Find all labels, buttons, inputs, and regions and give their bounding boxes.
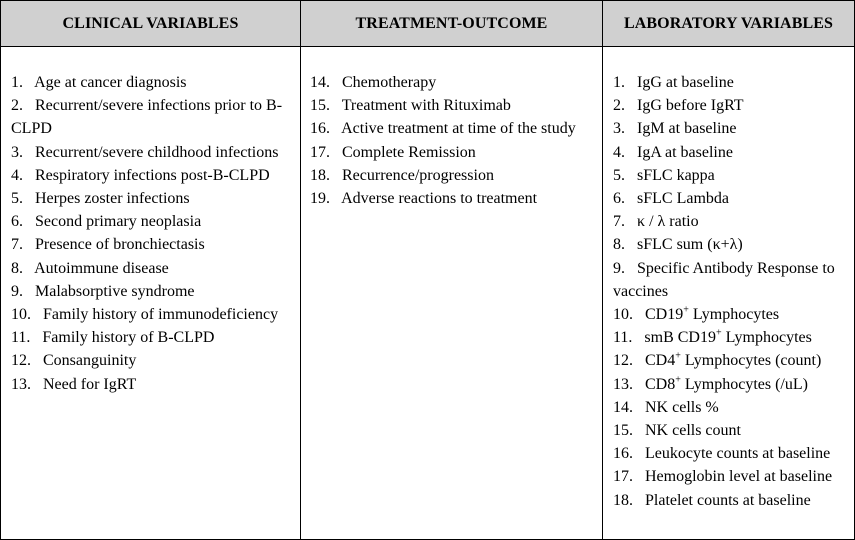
item-number: 14. [613, 398, 633, 416]
item-text: Respiratory infections post-B-CLPD [35, 166, 270, 184]
item-text: Hemoglobin level at baseline [645, 468, 833, 486]
item-number: 9. [613, 259, 625, 277]
laboratory-variables-column [603, 1, 854, 539]
clinical-variables-column [1, 1, 301, 539]
item-text: Second primary neoplasia [35, 213, 202, 231]
item-number: 15. [310, 97, 330, 115]
laboratory-variable-item [613, 187, 850, 210]
treatment-outcome-item [310, 117, 598, 140]
laboratory-variable-item [613, 71, 850, 94]
item-number: 4. [11, 166, 23, 184]
item-text: Need for IgRT [43, 375, 137, 393]
item-number: 3. [613, 120, 625, 138]
item-number: 6. [613, 190, 625, 208]
treatment-outcome-column [301, 1, 603, 539]
item-text: NK cells % [645, 398, 719, 416]
clinical-variable-item [11, 257, 296, 280]
item-number: 7. [613, 213, 625, 231]
item-text: CD4 [645, 352, 676, 370]
item-text: Recurrence/progression [342, 166, 494, 184]
item-number: 1. [613, 74, 625, 91]
item-number: 10. [613, 306, 633, 324]
item-text: Autoimmune disease [34, 259, 169, 277]
item-number: 12. [11, 352, 31, 370]
laboratory-variable-item [613, 396, 850, 419]
clinical-variable-item [11, 71, 296, 94]
laboratory-variable-item [613, 164, 850, 187]
item-number: 12. [613, 352, 633, 370]
clinical-variable-item [11, 141, 296, 164]
laboratory-variable-item [613, 326, 850, 349]
laboratory-variable-item [613, 373, 850, 396]
treatment-outcome-item [310, 187, 598, 210]
item-text: Consanguinity [43, 352, 137, 370]
treatment-outcome-item [310, 164, 598, 187]
laboratory-variable-item [613, 257, 850, 303]
treatment-outcome-list [301, 47, 602, 210]
clinical-variable-item [11, 94, 296, 140]
treatment-outcome-header: TREATMENT-OUTCOME [301, 1, 602, 47]
item-text: Complete Remission [342, 143, 476, 161]
item-text-suffix: Lymphocytes [688, 306, 780, 324]
superscript: + [683, 304, 689, 316]
superscript: + [675, 351, 681, 363]
clinical-variables-list [1, 47, 300, 396]
laboratory-variable-item [613, 233, 850, 256]
clinical-variable-item [11, 326, 296, 349]
item-text: Recurrent/severe infections prior to B-CLPD [11, 97, 283, 138]
laboratory-variable-item [613, 489, 850, 512]
item-text: IgG before IgRT [637, 97, 744, 115]
laboratory-variable-item [613, 94, 850, 117]
clinical-variable-item [11, 280, 296, 303]
item-text: CD8 [645, 375, 676, 393]
item-text: Adverse reactions to treatment [341, 190, 538, 208]
item-number: 2. [11, 97, 23, 115]
item-text: sFLC kappa [637, 166, 715, 184]
item-text: IgG at baseline [637, 74, 734, 91]
item-number: 16. [613, 445, 633, 463]
item-text: Herpes zoster infections [35, 190, 190, 208]
item-text: Specific Antibody Response to vaccines [613, 259, 835, 300]
clinical-variable-item [11, 373, 296, 396]
item-text: κ / λ ratio [637, 213, 699, 231]
item-text: Presence of bronchiectasis [35, 236, 205, 254]
treatment-outcome-item [310, 141, 598, 164]
laboratory-variables-list [603, 47, 854, 512]
item-number: 3. [11, 143, 23, 161]
item-text: sFLC sum (κ+λ) [637, 236, 743, 254]
item-text-suffix: Lymphocytes (count) [680, 352, 822, 370]
item-text: Treatment with Rituximab [341, 97, 511, 115]
item-number: 17. [613, 468, 633, 486]
item-number: 14. [310, 74, 330, 91]
clinical-variable-item [11, 164, 296, 187]
item-number: 4. [613, 143, 625, 161]
clinical-variable-item [11, 349, 296, 372]
item-number: 5. [613, 166, 625, 184]
item-number: 11. [11, 329, 31, 347]
item-text: NK cells count [645, 422, 741, 440]
item-text-suffix: Lymphocytes (/uL) [680, 375, 808, 393]
item-number: 5. [11, 190, 23, 208]
item-text: CD19 [645, 306, 684, 324]
item-number: 2. [613, 97, 625, 115]
clinical-variable-item [11, 303, 296, 326]
laboratory-variable-item [613, 465, 850, 488]
item-number: 11. [613, 329, 633, 347]
item-number: 13. [613, 375, 633, 393]
item-number: 17. [310, 143, 330, 161]
item-text: Family history of immunodeficiency [43, 306, 279, 324]
treatment-outcome-item [310, 94, 598, 117]
clinical-variables-header: CLINICAL VARIABLES [1, 1, 300, 47]
item-number: 7. [11, 236, 23, 254]
item-text: Chemotherapy [342, 74, 437, 91]
item-number: 19. [310, 190, 330, 208]
item-text-suffix: Lymphocytes [721, 329, 812, 347]
item-text: Malabsorptive syndrome [35, 282, 195, 300]
item-text: smB CD19 [644, 329, 716, 347]
laboratory-variable-item [613, 210, 850, 233]
clinical-variable-item [11, 210, 296, 233]
laboratory-variable-item [613, 442, 850, 465]
laboratory-variable-item [613, 419, 850, 442]
item-number: 13. [11, 375, 31, 393]
item-number: 8. [613, 236, 625, 254]
item-number: 18. [613, 491, 633, 509]
item-number: 1. [11, 74, 23, 91]
laboratory-variable-item [613, 303, 850, 326]
item-text: IgA at baseline [637, 143, 733, 161]
item-text: Recurrent/severe childhood infections [35, 143, 279, 161]
item-number: 15. [613, 422, 633, 440]
item-number: 6. [11, 213, 23, 231]
superscript: + [675, 374, 681, 386]
laboratory-variables-header: LABORATORY VARIABLES [603, 1, 854, 47]
treatment-outcome-item [310, 71, 598, 94]
item-number: 16. [310, 120, 330, 138]
item-number: 18. [310, 166, 330, 184]
item-text: Family history of B-CLPD [42, 329, 215, 347]
laboratory-variable-item [613, 117, 850, 140]
item-text: Age at cancer diagnosis [34, 74, 187, 91]
clinical-variable-item [11, 233, 296, 256]
item-text: Active treatment at time of the study [341, 120, 576, 138]
item-number: 9. [11, 282, 23, 300]
clinical-variable-item [11, 187, 296, 210]
item-number: 8. [11, 259, 23, 277]
laboratory-variable-item [613, 141, 850, 164]
laboratory-variable-item [613, 349, 850, 372]
item-text: Leukocyte counts at baseline [645, 445, 831, 463]
item-text: sFLC Lambda [637, 190, 729, 208]
item-text: Platelet counts at baseline [645, 491, 811, 509]
item-number: 10. [11, 306, 31, 324]
superscript: + [715, 327, 722, 339]
item-text: IgM at baseline [637, 120, 737, 138]
